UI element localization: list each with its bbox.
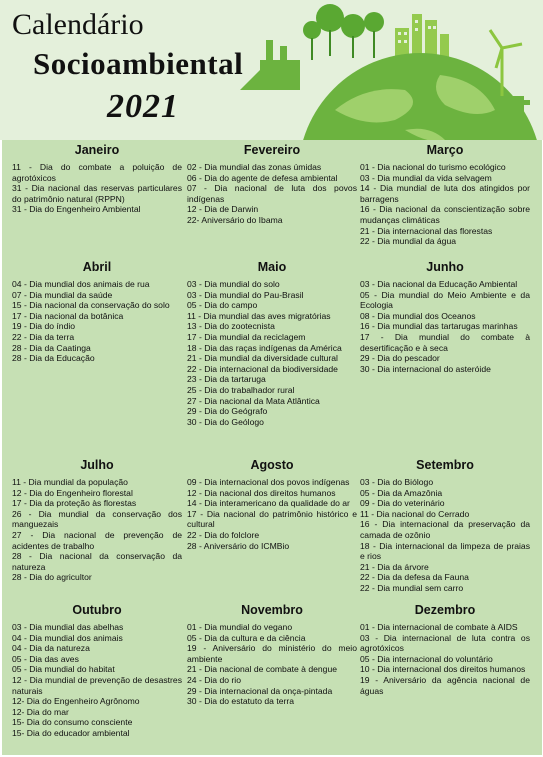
- date-entry: 21 - Dia nacional de combate à dengue: [187, 664, 338, 675]
- date-entry: 12 - Dia do Engenheiro florestal: [12, 487, 133, 498]
- date-entry: 21 - Dia internacional das florestas: [360, 225, 493, 236]
- month-block-dezembro: [360, 603, 530, 696]
- date-entry: 30 - Dia internacional do asteróide: [360, 363, 491, 374]
- eco-globe-illustration: [240, 0, 543, 140]
- date-entry: 03 - Dia nacional da Educação Ambiental: [360, 279, 518, 289]
- month-block-maio: [187, 260, 357, 427]
- date-entry: 16 - Dia internacional da preservação da camada de ozônio: [360, 519, 530, 540]
- date-entry: 12 - Dia mundial de prevenção de desastres naturais: [12, 674, 182, 696]
- date-entry: 15 - Dia nacional da conservação do solo: [12, 300, 170, 311]
- date-entry: 11 - Dia mundial das aves migratórias: [187, 310, 331, 321]
- month-block-fevereiro: [187, 143, 357, 226]
- date-entry: 01 - Dia internacional de combate à AIDS: [360, 622, 518, 632]
- date-entry: 11 - Dia mundial da população: [12, 477, 128, 487]
- date-entry: 30 - Dia do Geólogo: [187, 416, 264, 427]
- date-entry: 31 - Dia nacional das reservas particulares do patrimônio natural (RPPN): [12, 183, 182, 204]
- month-name: Agosto: [250, 458, 294, 472]
- date-entry: 19 - Dia do índio: [12, 321, 76, 332]
- date-entry: 03 - Dia internacional de luta contra os agrotóxicos: [360, 632, 530, 654]
- date-entry: 12- Dia do mar: [12, 706, 69, 717]
- date-entry: 28 - Aniversário do ICMBio: [187, 540, 290, 551]
- date-entry: 28 - Dia nacional da conservação da natureza: [12, 551, 182, 572]
- date-entry: 08 - Dia mundial dos Oceanos: [360, 310, 476, 321]
- date-entry: 28 - Dia do agricultor: [12, 572, 92, 583]
- date-entry: 09 - Dia internacional dos povos indígenas: [187, 477, 350, 487]
- month-name: Abril: [82, 260, 112, 274]
- title-line2: Socioambiental: [33, 46, 244, 81]
- date-entry: 27 - Dia nacional da Mata Atlântica: [187, 395, 320, 406]
- date-entry: 22 - Dia da terra: [12, 331, 75, 342]
- date-entry: 12 - Dia nacional dos direitos humanos: [187, 487, 336, 498]
- date-entry: 21 - Dia mundial da diversidade cultural: [187, 353, 338, 364]
- date-entry: 22- Aniversário do Ibama: [187, 214, 283, 225]
- month-name: Fevereiro: [243, 143, 301, 157]
- month-name: Julho: [80, 458, 114, 472]
- date-entry: 02 - Dia mundial das zonas úmidas: [187, 162, 322, 172]
- date-entry: 11 - Dia nacional do Cerrado: [360, 508, 470, 519]
- date-entry: 29 - Dia do Geógrafo: [187, 406, 268, 417]
- month-block-setembro: [360, 458, 530, 594]
- month-block-outubro: [12, 603, 182, 739]
- date-entry: 04 - Dia da natureza: [12, 643, 90, 654]
- date-entry: 28 - Dia da Educação: [12, 353, 95, 364]
- date-entry: 10 - Dia internacional dos direitos humanos: [360, 664, 526, 675]
- date-entry: 05 - Dia mundial do Meio Ambiente e da Ecologia: [360, 289, 530, 311]
- date-entry: 16 - Dia mundial das tartarugas marinhas: [360, 321, 518, 332]
- month-name: Dezembro: [414, 603, 476, 617]
- date-entry: 05 - Dia do campo: [187, 300, 258, 311]
- date-entry: 23 - Dia da tartaruga: [187, 374, 266, 385]
- date-entry: 12- Dia do Engenheiro Agrônomo: [12, 696, 140, 707]
- month-name: Janeiro: [74, 143, 120, 157]
- date-entry: 11 - Dia do combate a poluição de agrotóxicos: [12, 162, 182, 183]
- month-block-novembro: [187, 603, 357, 707]
- month-name: Março: [426, 143, 464, 157]
- date-entry: 17 - Dia da proteção às florestas: [12, 498, 137, 509]
- date-entry: 17 - Dia mundial da reciclagem: [187, 331, 306, 342]
- month-name: Outubro: [72, 603, 122, 617]
- title-year: 2021: [107, 88, 179, 125]
- date-entry: 17 - Dia mundial do combate à desertificação e à seca: [360, 331, 530, 353]
- date-entry: 03 - Dia mundial da vida selvagem: [360, 172, 492, 183]
- date-entry: 14 - Dia interamericano da qualidade do ar: [187, 498, 350, 509]
- title-line1: Calendário: [12, 8, 144, 41]
- date-entry: 22 - Dia mundial sem carro: [360, 582, 464, 593]
- month-block-março: [360, 143, 530, 247]
- date-entry: 28 - Dia da Caatinga: [12, 342, 91, 353]
- date-entry: 27 - Dia nacional de prevenção de acidentes de trabalho: [12, 529, 182, 551]
- date-entry: 26 - Dia mundial da conservação dos manguezais: [12, 508, 182, 530]
- date-entry: 05 - Dia mundial do habitat: [12, 664, 115, 675]
- date-entry: 03 - Dia mundial do solo: [187, 279, 280, 289]
- date-entry: 03 - Dia do Biólogo: [360, 477, 434, 487]
- date-entry: 09 - Dia do veterinário: [360, 498, 445, 509]
- date-entry: 31 - Dia do Engenheiro Ambiental: [12, 204, 141, 215]
- month-block-agosto: [187, 458, 357, 551]
- date-entry: 22 - Dia do folclore: [187, 529, 260, 540]
- date-entry: 04 - Dia mundial dos animais de rua: [12, 279, 150, 289]
- date-entry: 19 - Aniversário do ministério do meio ambiente: [187, 643, 357, 664]
- date-entry: 16 - Dia nacional da conscientização sobre mudanças climáticas: [360, 204, 530, 225]
- date-entry: 13 - Dia do zootecnista: [187, 321, 275, 332]
- date-entry: 15- Dia do educador ambiental: [12, 727, 130, 738]
- date-entry: 03 - Dia mundial do Pau-Brasil: [187, 289, 304, 300]
- month-block-janeiro: [12, 143, 182, 215]
- date-entry: 29 - Dia do pescador: [360, 353, 440, 364]
- date-entry: 22 - Dia mundial da água: [360, 236, 457, 247]
- date-entry: 19 - Aniversário da agência nacional de águas: [360, 674, 530, 696]
- date-entry: 07 - Dia nacional de luta dos povos indígenas: [187, 183, 357, 204]
- month-name: Junho: [426, 260, 464, 274]
- month-block-abril: [12, 260, 182, 364]
- date-entry: 05 - Dia internacional do voluntário: [360, 653, 493, 664]
- date-entry: 15- Dia do consumo consciente: [12, 717, 133, 728]
- date-entry: 18 - Dia internacional da limpeza de praias e rios: [360, 540, 530, 562]
- month-block-junho: [360, 260, 530, 374]
- month-name: Novembro: [241, 603, 303, 617]
- month-block-julho: [12, 458, 182, 583]
- date-entry: 22 - Dia da defesa da Fauna: [360, 572, 469, 583]
- date-entry: 07 - Dia mundial da saúde: [12, 289, 113, 300]
- date-entry: 17 - Dia nacional do patrimônio histórico e cultural: [187, 508, 357, 530]
- date-entry: 29 - Dia internacional da onça-pintada: [187, 685, 333, 696]
- calendar-panel: [2, 140, 542, 755]
- date-entry: 24 - Dia do rio: [187, 674, 241, 685]
- date-entry: 06 - Dia do agente de defesa ambiental: [187, 172, 338, 183]
- date-entry: 18 - Dia das raças indígenas da América: [187, 342, 342, 353]
- date-entry: 12 - Dia de Darwin: [187, 204, 259, 215]
- date-entry: 03 - Dia mundial das abelhas: [12, 622, 124, 632]
- date-entry: 01 - Dia nacional do turismo ecológico: [360, 162, 506, 172]
- date-entry: 05 - Dia da cultura e da ciência: [187, 632, 306, 643]
- month-name: Maio: [257, 260, 287, 274]
- header-banner: [0, 0, 543, 140]
- date-entry: 14 - Dia mundial de luta dos atingidos por barragens: [360, 183, 530, 204]
- date-entry: 17 - Dia nacional da botânica: [12, 310, 124, 321]
- month-name: Setembro: [416, 458, 474, 472]
- date-entry: 05 - Dia da Amazônia: [360, 487, 443, 498]
- date-entry: 01 - Dia mundial do vegano: [187, 622, 293, 632]
- date-entry: 30 - Dia do estatuto da terra: [187, 696, 295, 707]
- date-entry: 04 - Dia mundial dos animais: [12, 632, 123, 643]
- date-entry: 21 - Dia da árvore: [360, 561, 429, 572]
- date-entry: 22 - Dia internacional da biodiversidade: [187, 363, 338, 374]
- date-entry: 25 - Dia do trabalhador rural: [187, 384, 295, 395]
- date-entry: 05 - Dia das aves: [12, 653, 79, 664]
